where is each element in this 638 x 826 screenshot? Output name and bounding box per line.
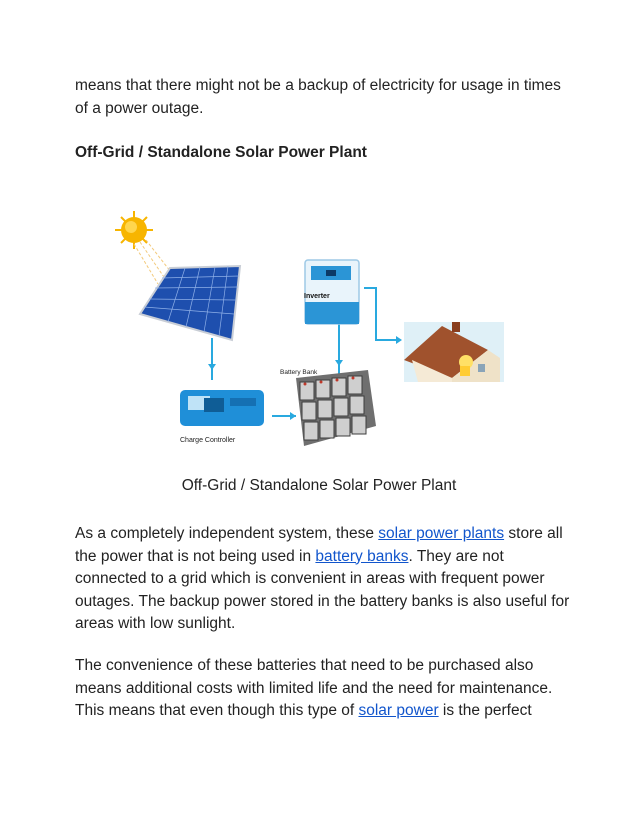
paragraph-description (75, 523, 575, 636)
charge-controller-icon (180, 390, 264, 444)
sun-icon (115, 211, 174, 284)
inverter-icon (304, 260, 359, 324)
figure-caption: Off-Grid / Standalone Solar Power Plant (181, 477, 457, 494)
paragraph-text: . They are not connected to a grid which is convenient in areas with frequent power outages. The backup power stored in the battery banks is also useful for areas with low sunlight. (75, 547, 570, 632)
paragraph-costs (75, 655, 575, 723)
paragraph-intro: means that there might not be a backup of electricity for usage in times of a power outage. (75, 77, 561, 117)
paragraph-text: is the perfect (438, 702, 532, 719)
off-grid-solar-diagram (100, 198, 510, 453)
battery-bank-label: Battery Bank (280, 369, 318, 376)
paragraph-text: store all the power that is not being used in (75, 525, 563, 565)
section-heading: Off-Grid / Standalone Solar Power Plant (75, 144, 367, 161)
house-icon (404, 322, 504, 382)
paragraph-text: As a completely independent system, these (75, 525, 379, 542)
solar-power-link[interactable]: solar power (358, 702, 439, 719)
charge-controller-label: Charge Controller (180, 437, 236, 444)
solar-power-plants-link[interactable]: solar power plants (378, 525, 505, 542)
battery-bank-icon (280, 369, 376, 446)
battery-banks-link[interactable]: battery banks (315, 547, 409, 565)
inverter-label: Inverter (304, 293, 330, 300)
solar-panel-icon (140, 266, 240, 340)
paragraph-text: The convenience of these batteries that need to be purchased also means additional costs with limited life and the need for maintenance. This means that even though this type of (75, 657, 553, 719)
